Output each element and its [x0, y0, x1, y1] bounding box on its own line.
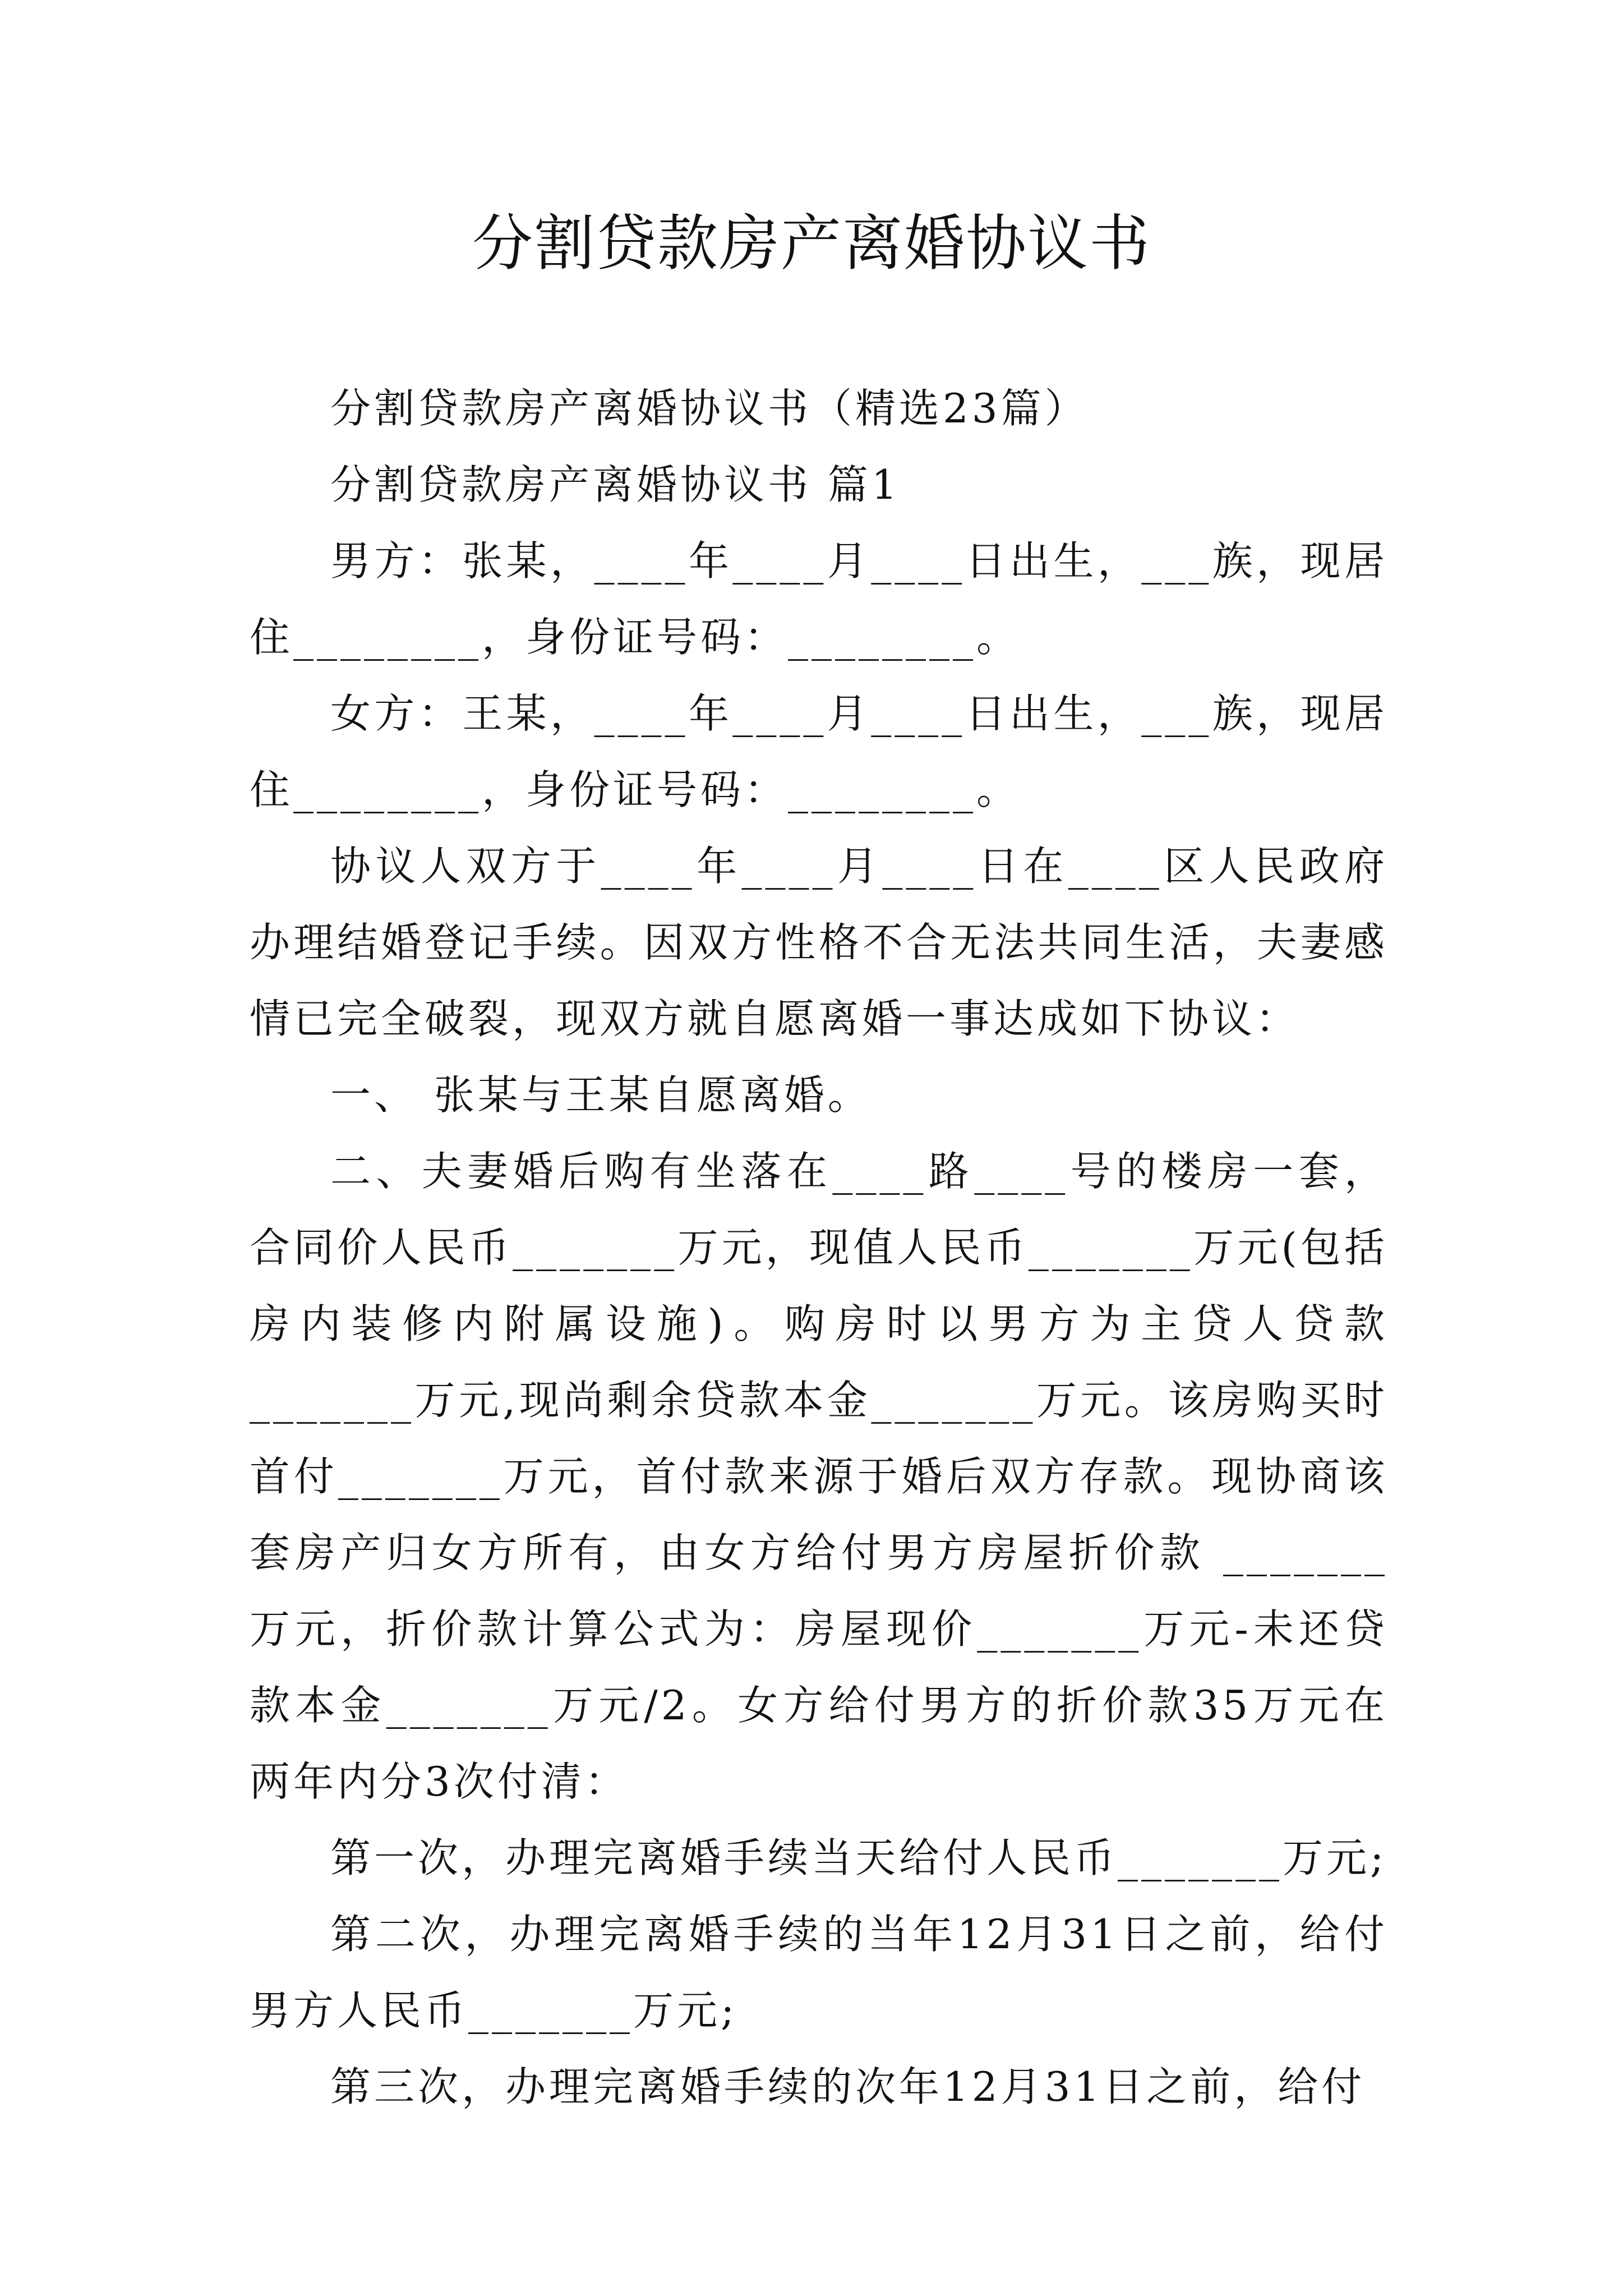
clause-one-paragraph: 一、 张某与王某自愿离婚。 [330, 1071, 872, 1119]
subtitle-paragraph: 分割贷款房产离婚协议书（精选23篇） [330, 385, 1089, 432]
document-title: 分割贷款房产离婚协议书 [472, 209, 1151, 279]
payment-first-paragraph: 第一次，办理完离婚手续当天给付人民币_______万元; [330, 1834, 1387, 1881]
female-party-paragraph: 女方：王某，____年____月____日出生，___族，现居住________，身份证号码：________。 [250, 690, 1388, 813]
male-party-paragraph: 男方：张某，____年____月____日出生，___族，现居住________，身份证号码：________。 [250, 537, 1388, 661]
agreement-intro-paragraph: 协议人双方于____年____月____日在____区人民政府办理结婚登记手续。因双方性格不合无法共同生活，夫妻感情已完全破裂，现双方就自愿离婚一事达成如下协议： [250, 843, 1388, 1042]
payment-second-paragraph: 第二次，办理完离婚手续的当年12月31日之前，给付男方人民币_______万元; [250, 1911, 1388, 2034]
document-body [250, 370, 1388, 2125]
section-heading: 分割贷款房产离婚协议书 篇1 [330, 461, 901, 508]
payment-third-paragraph: 第三次，办理完离婚手续的次年12月31日之前，给付 [330, 2063, 1366, 2110]
clause-two-paragraph: 二、夫妻婚后购有坐落在____路____号的楼房一套，合同价人民币_______万元，现值人民币_______万元(包括房内装修内附属设施)。购房时以男方为主贷人贷款_______万元,现尚剩余贷款本金_______万元。该房购买时首付_______万元，首付款来源于婚后双方存款。现协商该套房产归女方所有，由女方给付男方房屋折价款 _______万元，折价款计算公式为：房屋现价_______万元-未还贷款本金_______万元/2。女方给付男方的折价款35万元在两年内分3次付清： [250, 1148, 1388, 1805]
